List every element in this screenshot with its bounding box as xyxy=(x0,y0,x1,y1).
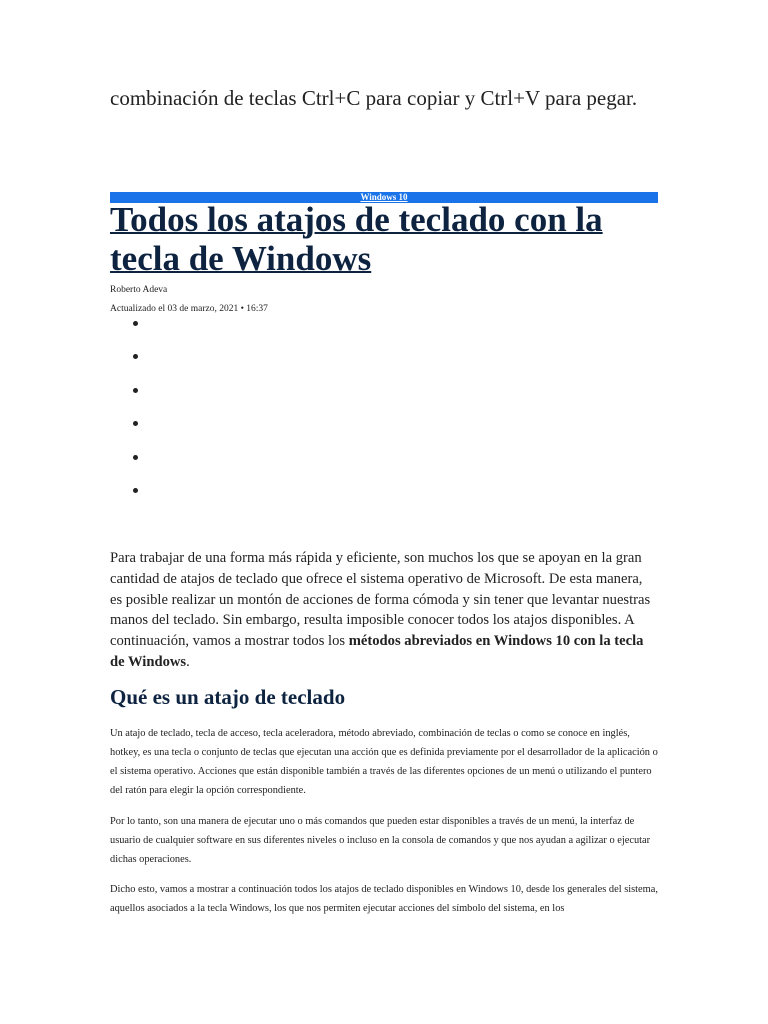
intro-paragraph: combinación de teclas Ctrl+C para copiar y Ctrl+V para pegar. xyxy=(110,86,638,110)
lead-text-end: . xyxy=(186,653,190,670)
article-updated-date: Actualizado el 03 de marzo, 2021 • 16:37 xyxy=(110,304,268,314)
body-paragraph: Un atajo de teclado, tecla de acceso, tecla aceleradora, método abreviado, combinación de teclas o como se conoce en inglés, hotkey, es una tecla o conjunto de teclas que ejecutan una acción que es definida previamente por el desarrollador de la aplicación o el sistema operativo. Acciones que están disponible también a través de las diferentes opciones de un menú o utilizando el puntero del ratón para elegir la opción correspondiente. xyxy=(110,728,658,796)
body-paragraph: Por lo tanto, son una manera de ejecutar uno o más comandos que pueden estar disponibles a través de un menú, la interfaz de usuario de cualquier software en sus diferentes niveles o incluso en la consola de comandos y que nos ayudan a agilizar o ejecutar dichas operaciones. xyxy=(110,816,651,865)
article-title xyxy=(110,200,658,278)
category-link[interactable]: Windows 10 xyxy=(360,192,408,202)
article-author: Roberto Adeva xyxy=(110,285,168,295)
lead-text: Para trabajar de una forma más rápida y eficiente, son muchos los que se apoyan en la gran cantidad de atajos de teclado que ofrece el sistema operativo de Microsoft. De esta manera, es posible realizar un montón de acciones de forma cómoda y sin tener que levantar nuestras manos del teclado. Sin embargo, resulta imposible conocer todos los atajos disponibles. A continuación, vamos a mostrar todos los xyxy=(110,550,651,650)
body-paragraph: Dicho esto, vamos a mostrar a continuación todos los atajos de teclado disponibles en Windows 10, desde los generales del sistema, aquellos asociados a la tecla Windows, los que nos permiten ejecutar acciones del símbolo del sistema, en los xyxy=(110,884,658,914)
section-heading: Qué es un atajo de teclado xyxy=(110,685,346,709)
lead-bold-text: métodos abreviados en Windows 10 con la tecla de Windows xyxy=(110,633,644,670)
lead-paragraph xyxy=(110,548,658,673)
article-title-link[interactable]: Todos los atajos de teclado con la tecla de Windows xyxy=(110,200,603,278)
